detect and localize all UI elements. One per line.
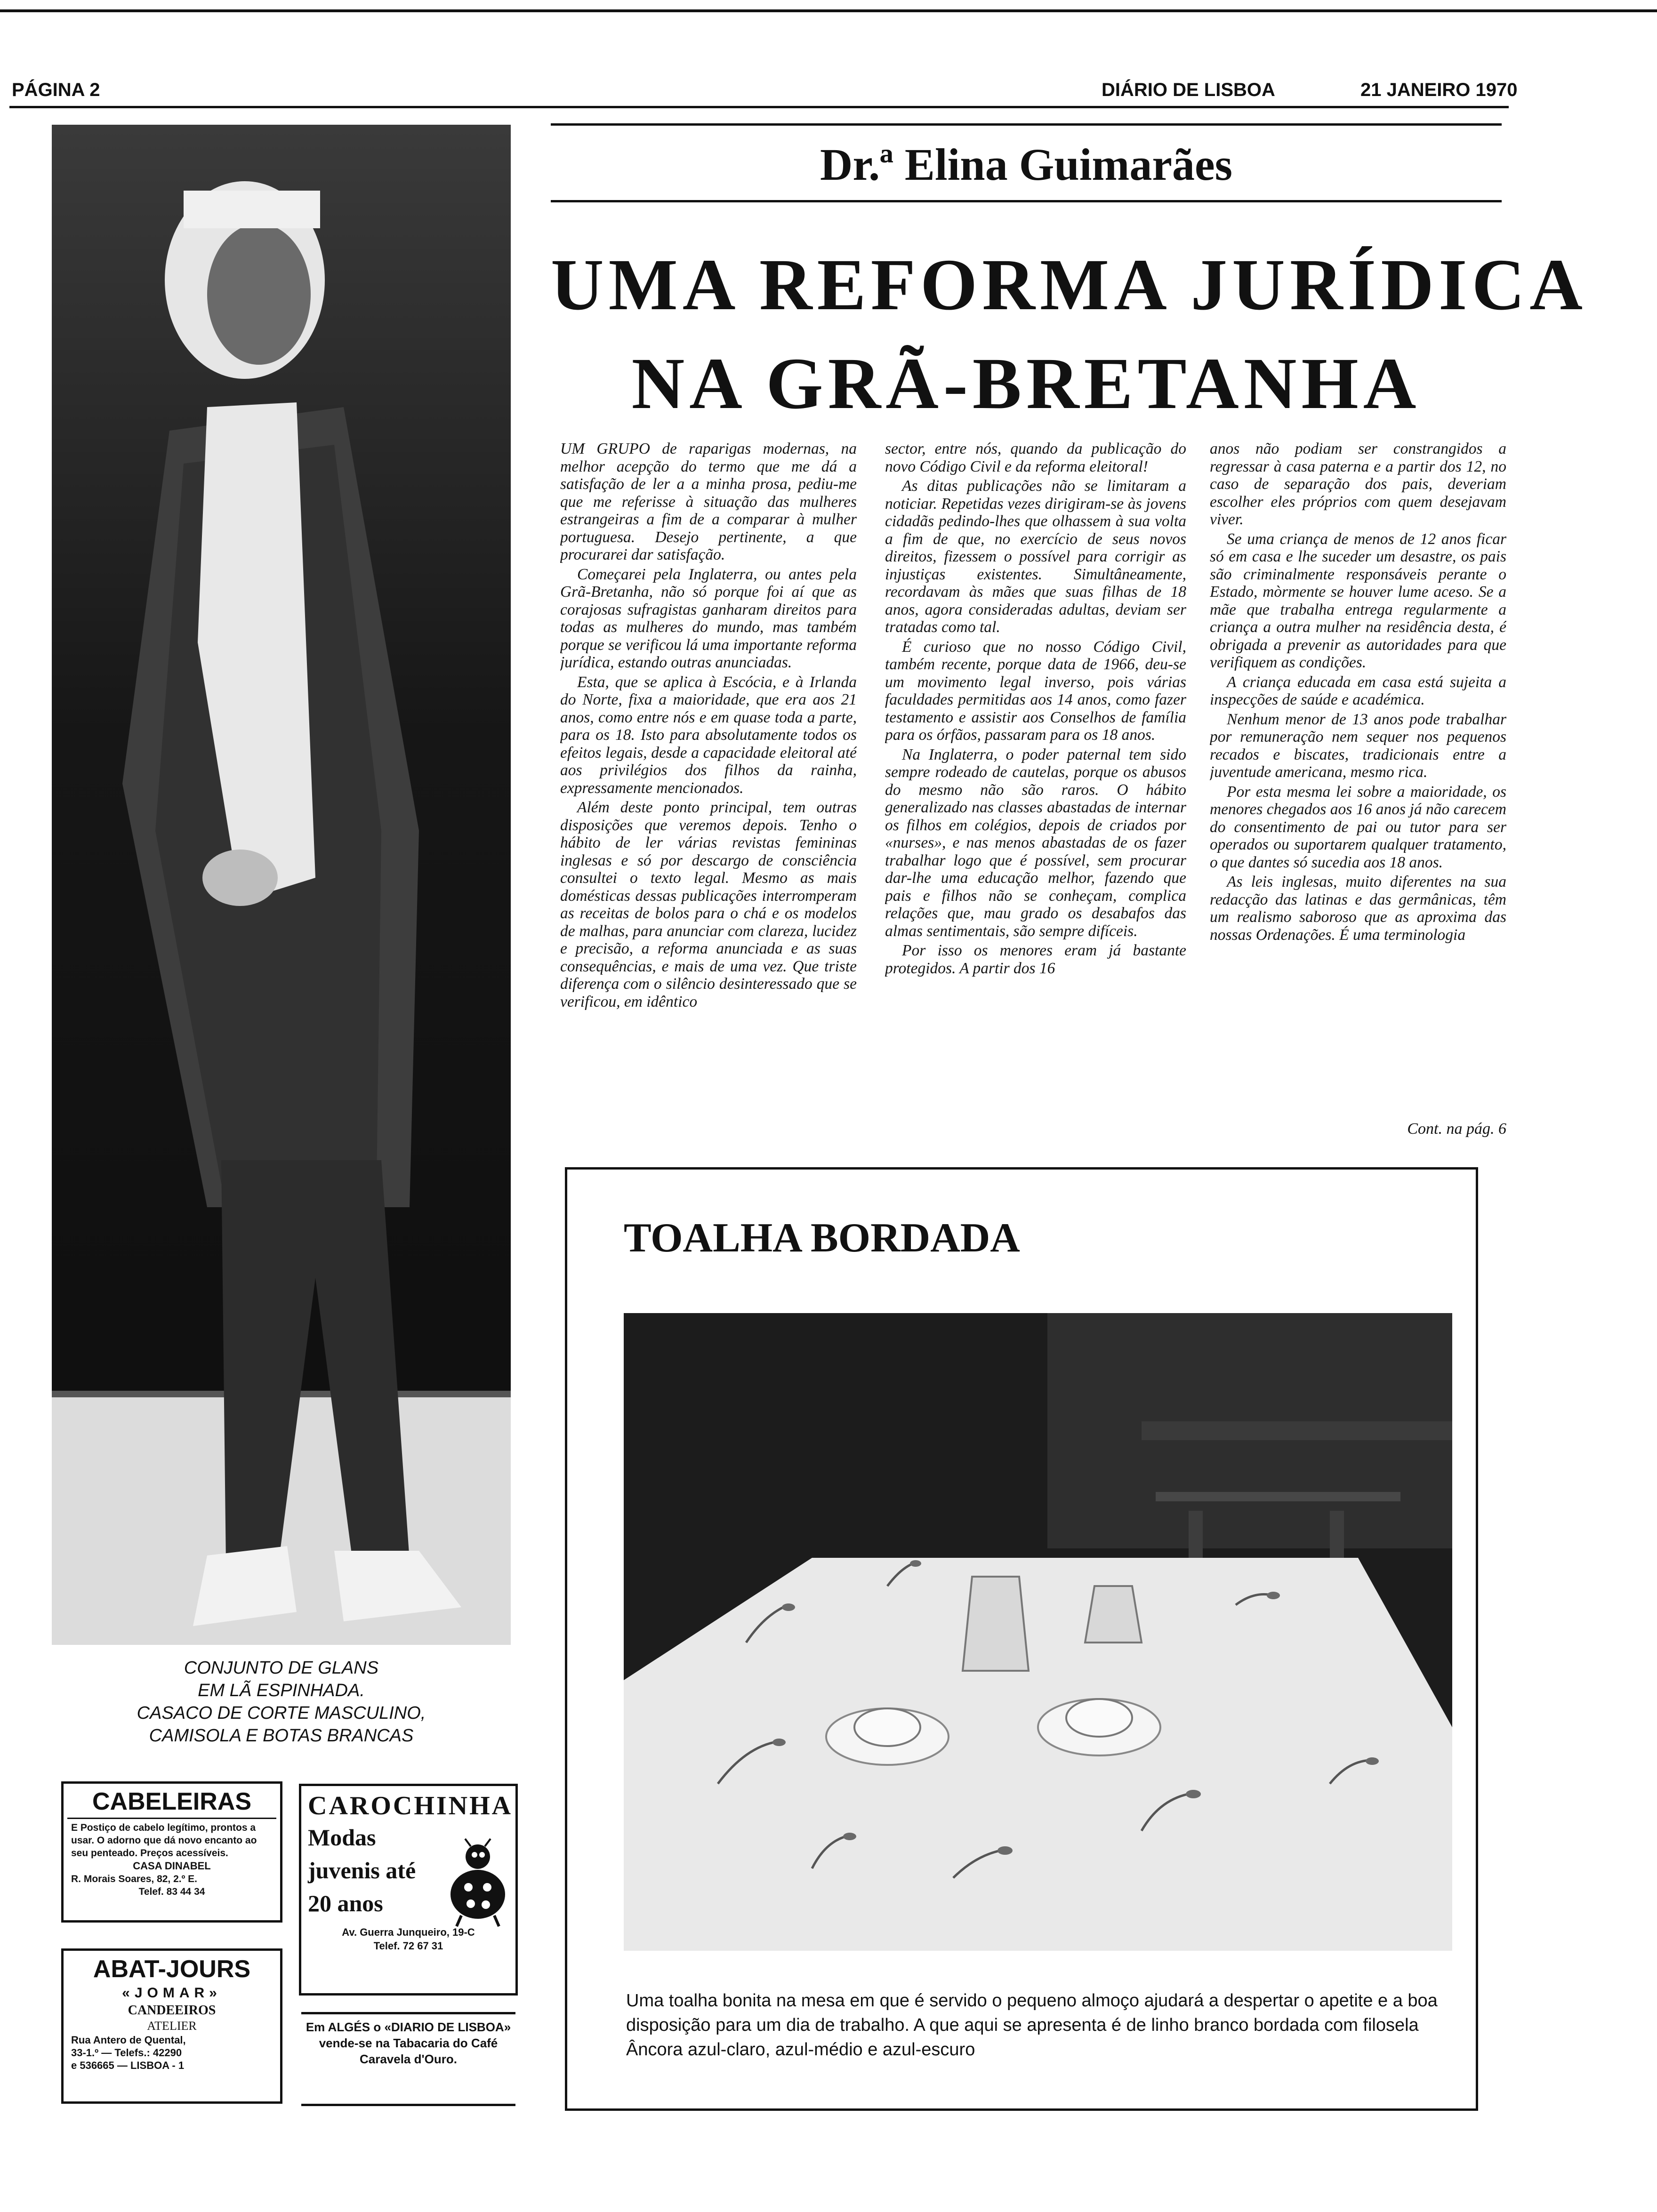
header-rule [9,106,1509,108]
article-paragraph: É curioso que no nosso Código Civil, também recente, porque data de 1966, deu-se um movimento legal inverso, pois várias faculdades permitidas aos 14 anos, como fazer testamento e assistir aos Conselhos de família para os órfãos, passaram para os 18 anos. [885,638,1186,744]
byline-top-rule [551,123,1502,126]
ad-title: ABAT-JOURS [93,1956,251,1983]
page-label: PÁGINA 2 [12,80,100,100]
ad-line: 20 anos [308,1890,383,1916]
issue-date: 21 JANEIRO 1970 [1360,80,1518,100]
article-paragraph: anos não podiam ser constrangidos a regressar à casa paterna e a partir dos 12, no caso de separação dos pais, deveriam escolher eles próprios com quem desejavam viver. [1210,440,1506,528]
tablecloth-illustration [624,1313,1452,1951]
article-paragraph: UM GRUPO de raparigas modernas, na melhor acepção do termo que me dá a satisfação de ler a a minha prosa, pediu-me que me referisse à situação das mulheres estrangeiras a fim de a comparar à mulher portuguesa. Desejo pertinente, a que procurarei dar satisfação. [560,440,857,563]
byline-bottom-rule [551,200,1502,202]
ad-shop: CASA DINABEL [133,1860,211,1872]
article-paragraph: Além deste ponto principal, tem outras disposições que veremos depois. Tenho o hábito de ler várias revistas femininas inglesas e só por descargo de consciência consultei o texto legal. Mesmo as mais domésticas dessas publicações interromperam as receitas de bolos para o chá e os modelos de malhas, para anunciar com clareza, lucidez e precisão, a reforma anunciada e as suas consequências, e mais de uma vez. Que triste diferença com o silêncio desinteressado que se verificou, em idêntico [560,799,857,1010]
fashion-photo [52,125,511,1645]
ad-title: CABELEIRAS [92,1788,252,1815]
ad-address: Rua Antero de Quental, [71,2034,186,2046]
caption-line: EM LÃ ESPINHADA. [198,1681,365,1700]
ad-line: Modas [308,1824,376,1851]
headline-line: NA GRÃ-BRETANHA [631,343,1421,424]
newspaper-name: DIÁRIO DE LISBOA [1102,80,1275,100]
ad-line: CANDEEIROS [128,2003,216,2018]
fashion-caption [52,1657,511,1747]
ad-title: CAROCHINHA [308,1791,513,1820]
article-paragraph: Esta, que se aplica à Escócia, e à Irlanda do Norte, fixa a maioridade, que era aos 21 anos, como entre nós e em quase toda a parte, para os 18. Isto para absolutamente todos os efeitos legais, desde a capacidade eleitoral até aos privilégios dos filhos da rainha, expressamente mencionados. [560,673,857,797]
ad-line: juvenis até [308,1857,416,1883]
article-byline: Dr.ª Elina Guimarães [820,139,1232,190]
fashion-figure-illustration [52,125,511,1645]
article-paragraph: Nenhum menor de 13 anos pode trabalhar por remuneração nem sequer nos pequenos recados e biscates, tradicionais entre a juventude americana, mesmo rica. [1210,710,1506,781]
article-paragraph: sector, entre nós, quando da publicação do novo Código Civil e da reforma eleitoral! [885,440,1186,475]
ad-carochinha [299,1784,518,1996]
ad-line: ATELIER [147,2019,197,2033]
ladybug-icon [442,1838,513,1927]
headline-line: UMA REFORMA JURÍDICA [551,244,1587,325]
ad-cabeleiras [61,1781,282,1923]
article-column-3 [1210,440,1506,1113]
ad-body: Em ALGÉS o «DIARIO DE LISBOA» vende-se na Tabacaria do Café Caravela d'Ouro. [306,2020,511,2066]
article-paragraph: As leis inglesas, muito diferentes na sua redacção das latinas e das germânicas, têm um realismo saboroso que as aproxima das nossas Ordenações. É uma terminologia [1210,873,1506,944]
article-paragraph: Na Inglaterra, o poder paternal tem sido sempre rodeado de cautelas, porque os abusos do mesmo não são raros. O hábito generalizado nas classes abastadas de internar os filhos em colégios, depois de criados por «nurses», e nas menos abastadas de os fazer trabalhar logo que é possível, sem procurar dar-lhe uma educação melhor, fazendo que pais e filhos não se conheçam, complica relações que, mau grado os desabafos das almas sentimentais, são sempre difíceis. [885,745,1186,940]
ad-address: Av. Guerra Junqueiro, 19-C [342,1926,475,1938]
ad-body: E Postiço de cabelo legítimo, prontos a usar. O adorno que dá novo encanto ao seu penteado. Preços acessíveis. [71,1822,257,1859]
caption-line: CAMISOLA E BOTAS BRANCAS [149,1726,414,1746]
article-paragraph: Por esta mesma lei sobre a maioridade, os menores chegados aos 16 anos já não carecem do consentimento de pai ou tutor para ser operados ou suportarem qualquer tratamento, o que dantes só sucedia aos 18 anos. [1210,783,1506,871]
ad-phone: Telef. 72 67 31 [373,1940,443,1952]
ad-brand: «JOMAR» [122,1985,222,2001]
article-paragraph: Se uma criança de menos de 12 anos ficar só em casa e lhe suceder um desastre, os pais são criminalmente responsáveis perante o Estado, mòrmente se houver lume aceso. Se a mãe que trabalha entrega regularmente a criança a outra mulher na residência desta, é obrigada a prevenir as autoridades para que verifiquem as condições. [1210,530,1506,671]
ad-address: R. Morais Soares, 82, 2.º E. [71,1874,197,1884]
article-paragraph: A criança educada em casa está sujeita a inspecções de saúde e académica. [1210,673,1506,708]
article-paragraph: Começarei pela Inglaterra, ou antes pela Grã-Bretanha, não só porque foi aí que as corajosas sufragistas ganharam direitos para todas as mulheres do mundo, mas também porque se verificou lá uma importante reforma jurídica, estando outras anunciadas. [560,565,857,671]
ad-address: 33-1.º — Telefs.: 42290 [71,2047,182,2059]
top-border [0,9,1657,12]
toalha-description: Uma toalha bonita na mesa em que é servido o pequeno almoço ajudará a despertar o apetite e a boa disposição para um dia de trabalho. A que aqui se apresenta é de linho branco bordada com filosela Âncora azul-claro, azul-médio e azul-escuro [626,1991,1438,2060]
caption-line: CASACO DE CORTE MASCULINO, [137,1703,426,1723]
caption-line: CONJUNTO DE GLANS [184,1658,379,1678]
ad-divider [67,1818,276,1819]
toalha-photo [624,1313,1452,1951]
article-column-2 [885,440,1186,1151]
article-headline [551,235,1587,433]
article-paragraph: As ditas publicações não se limitaram a noticiar. Repetidas vezes dirigiram-se às jovens cidadãs pedindo-lhes que olhassem à sua volta a fim de que, no exercício de seus novos direitos, fizessem o possível para corrigir as injustiças existentes. Simultâneamente, recordavam às mães que suas filhas de 18 anos, agora consideradas adultas, deviam ser tratadas como tal. [885,477,1186,636]
ad-address: e 536665 — LISBOA - 1 [71,2060,185,2071]
continuation-note: Cont. na pág. 6 [1407,1120,1506,1138]
ad-phone: Telef. 83 44 34 [138,1886,205,1897]
toalha-title: TOALHA BORDADA [624,1215,1020,1261]
ad-abat-jours [61,1948,282,2104]
article-column-1 [560,440,857,1151]
ad-alges [301,2012,515,2106]
article-paragraph: Por isso os menores eram já bastante protegidos. A partir dos 16 [885,942,1186,977]
